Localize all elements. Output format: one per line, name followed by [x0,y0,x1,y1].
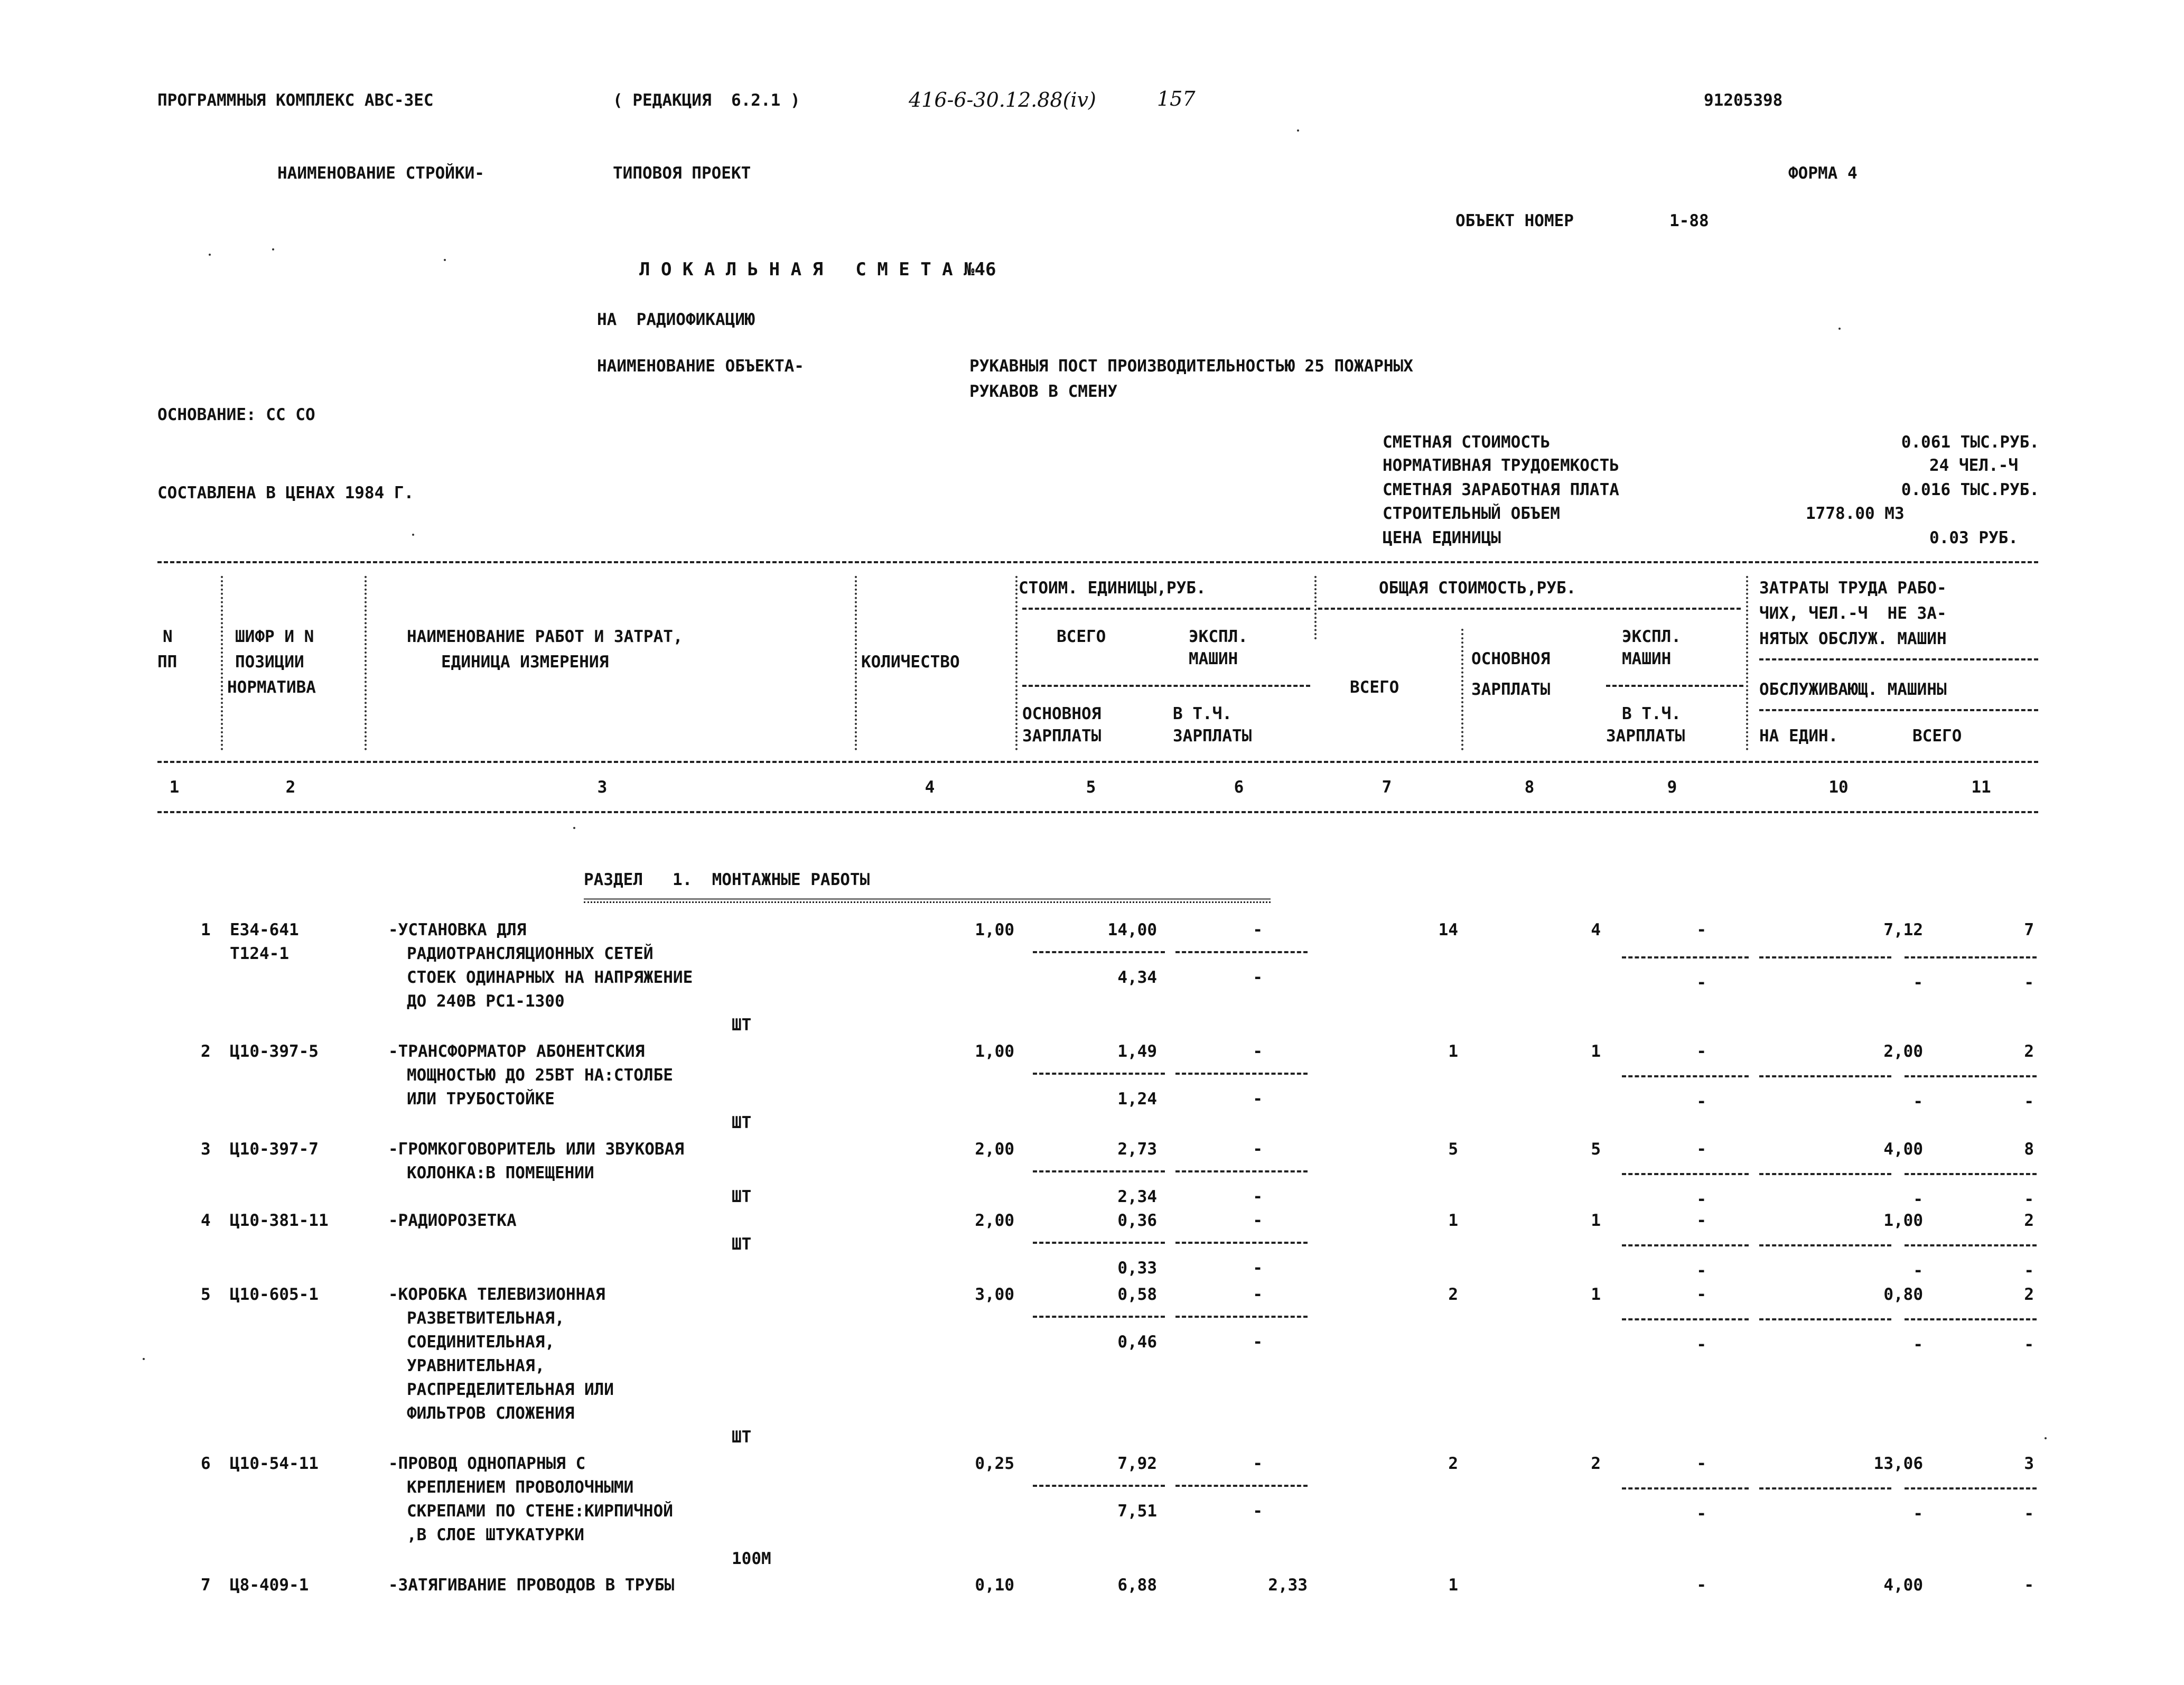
col-number: 11 [1971,778,1991,797]
row-unit: ШТ [732,1428,752,1447]
row-number: 3 [201,1140,211,1159]
object-name-line2: РУКАВОВ В СМЕНУ [969,382,1117,401]
row-total-incl: - [1696,1504,1706,1523]
row-name: ДО 240В РС1-1300 [407,992,565,1011]
row-labor-unit: 0,80 [1883,1285,1923,1304]
header-total-incl: ЗАРПЛАТЫ [1606,727,1685,746]
row-total: 1 [1448,1211,1458,1230]
row-total-incl: - [1696,1190,1706,1209]
row-labor-total-b: - [2024,1261,2034,1280]
header-qty: КОЛИЧЕСТВО [861,653,960,672]
cell-rule [1175,951,1308,953]
col-separator [1314,576,1317,639]
row-qty: 3,00 [975,1285,1014,1304]
scan-speck [573,827,575,829]
row-qty: 1,00 [975,920,1014,939]
row-qty: 1,00 [975,1042,1014,1061]
header-unit-wage: ОСНОВНОЯ [1022,704,1102,723]
row-labor-total-b: - [2024,1092,2034,1111]
summary-label: СТРОИТЕЛЬНЫЙ ОБЪЕМ [1383,504,1560,523]
cell-rule [1759,1244,1891,1246]
document-title: Л О К А Л Ь Н А Я С М Е Т А №46 [639,259,996,280]
scan-speck [272,248,274,250]
object-label: НАИМЕНОВАНИЕ ОБЪЕКТА- [597,357,804,376]
row-name: ,В СЛОЕ ШТУКАТУРКИ [407,1525,584,1544]
row-qty: 2,00 [975,1140,1014,1159]
row-labor-total: - [2024,1576,2034,1595]
header-bottom-rule [157,811,2038,813]
row-unit-total: 6,88 [1117,1576,1157,1595]
row-qty: 2,00 [975,1211,1014,1230]
cell-rule [1759,1487,1891,1489]
header-unit-cost: СТОИМ. ЕДИНИЦЫ,РУБ. [1019,579,1206,598]
header-unit-incl: ЗАРПЛАТЫ [1173,727,1252,746]
row-labor-total-b: - [2024,1504,2034,1523]
summary-value: 0.03 РУБ. [1929,528,2018,547]
row-labor-unit: 7,12 [1883,920,1923,939]
row-name: СОЕДИНИТЕЛЬНАЯ, [407,1333,555,1352]
header-labor-total: ВСЕГО [1912,727,1962,746]
row-name: СКРЕПАМИ ПО СТЕНЕ:КИРПИЧНОЙ [407,1502,673,1521]
col-number: 1 [169,778,180,797]
row-name: -ГРОМКОГОВОРИТЕЛЬ ИЛИ ЗВУКОВАЯ [388,1140,684,1159]
row-name: -ЗАТЯГИВАНИЕ ПРОВОДОВ В ТРУБЫ [388,1576,675,1595]
row-labor-total-b: - [2024,973,2034,992]
row-unit-total: 14,00 [1107,920,1157,939]
row-unit-mach: - [1253,1285,1263,1304]
object-name-line1: РУКАВНЫЯ ПОСТ ПРОИЗВОДИТЕЛЬНОСТЬЮ 25 ПОЖАРНЫХ [969,357,1413,376]
header-unit-total: ВСЕГО [1057,627,1106,646]
construction-value: ТИПОВОЯ ПРОЕКТ [613,164,751,183]
summary-label: СМЕТНАЯ ЗАРАБОТНАЯ ПЛАТА [1383,480,1619,499]
row-total-incl: - [1696,973,1706,992]
row-unit-wage: 0,46 [1117,1333,1157,1352]
row-labor-total-b: - [2024,1335,2034,1354]
section-title: РАЗДЕЛ 1. МОНТАЖНЫЕ РАБОТЫ [584,870,870,889]
col-separator [365,576,367,750]
row-total-wage: 1 [1591,1285,1601,1304]
row-total: 2 [1448,1285,1458,1304]
cell-rule [1759,1173,1891,1175]
header-total-mach: МАШИН [1622,649,1672,668]
row-labor-total: 2 [2024,1042,2034,1061]
subheader-rule [1022,608,1310,610]
cell-rule [1033,1073,1165,1075]
row-code: Ц8-409-1 [230,1576,309,1595]
row-name: КРЕПЛЕНИЕМ ПРОВОЛОЧНЫМИ [407,1478,634,1497]
cell-rule [1033,1170,1165,1172]
program-name: ПРОГРАММНЫЯ КОМПЛЕКС АВС-ЗЕС [157,91,434,110]
cell-rule [1622,1487,1749,1489]
row-labor-unit-b: - [1913,1261,1923,1280]
row-unit-mach: - [1253,920,1263,939]
summary-label: НОРМАТИВНАЯ ТРУДОЕМКОСТЬ [1383,456,1619,475]
cell-rule [1033,1316,1165,1318]
header-labor: ЧИХ, ЧЕЛ.-Ч НЕ ЗА- [1759,604,1947,623]
scan-speck [2045,1437,2047,1439]
col-number: 10 [1828,778,1849,797]
header-total-wage: ЗАРПЛАТЫ [1471,680,1551,699]
row-labor-total: 7 [2024,920,2034,939]
doc-number: 91205398 [1704,91,1783,110]
row-unit-incl: - [1253,1502,1263,1521]
row-labor-total: 2 [2024,1211,2034,1230]
row-labor-unit: 2,00 [1883,1042,1923,1061]
row-total-incl: - [1696,1092,1706,1111]
col-number: 6 [1234,778,1244,797]
summary-value: 1778.00 М3 [1806,504,1905,523]
row-unit-total: 7,92 [1117,1454,1157,1473]
subheader-rule [1318,608,1741,610]
row-unit-wage: 7,51 [1117,1502,1157,1521]
col-number: 9 [1667,778,1677,797]
header-total-wage: ОСНОВНОЯ [1471,649,1551,668]
row-unit-wage: 1,24 [1117,1090,1157,1109]
row-qty: 0,10 [975,1576,1014,1595]
row-labor-total: 2 [2024,1285,2034,1304]
row-number: 2 [201,1042,211,1061]
row-code: Т124-1 [230,944,289,963]
row-labor-total: 3 [2024,1454,2034,1473]
summary-value: 0.016 ТЫС.РУБ. [1901,480,2039,499]
row-name: МОЩНОСТЬЮ ДО 25ВТ НА:СТОЛБЕ [407,1066,673,1085]
row-unit-incl: - [1253,1090,1263,1109]
row-total-mach: - [1696,920,1706,939]
row-labor-unit: 4,00 [1883,1576,1923,1595]
row-name: РАДИОТРАНСЛЯЦИОННЫХ СЕТЕЙ [407,944,654,963]
header-unit-wage: ЗАРПЛАТЫ [1022,727,1102,746]
cell-rule [1622,1075,1749,1077]
row-labor-unit-b: - [1913,1092,1923,1111]
row-total: 5 [1448,1140,1458,1159]
cell-rule [1622,1173,1749,1175]
col-separator [1015,576,1018,750]
header-total-all: ВСЕГО [1350,678,1399,697]
row-unit-incl: - [1253,968,1263,987]
row-name: -КОРОБКА ТЕЛЕВИЗИОННАЯ [388,1285,605,1304]
header-unit-mach: МАШИН [1189,649,1238,668]
row-code: Е34-641 [230,920,299,939]
row-unit-wage: 0,33 [1117,1259,1157,1278]
row-total-mach: - [1696,1454,1706,1473]
summary-value: 24 ЧЕЛ.-Ч [1929,456,2018,475]
col-number: 5 [1086,778,1096,797]
cell-rule [1033,951,1165,953]
row-total: 1 [1448,1042,1458,1061]
summary-value: 0.061 ТЫС.РУБ. [1901,433,2039,452]
cell-rule [1175,1485,1308,1487]
row-name: РАСПРЕДЕЛИТЕЛЬНАЯ ИЛИ [407,1380,614,1399]
row-unit-incl: - [1253,1333,1263,1352]
header-total-mach: ЭКСПЛ. [1622,627,1681,646]
row-name: ИЛИ ТРУБОСТОЙКЕ [407,1090,555,1109]
cell-rule [1905,1318,2037,1320]
header-labor: ЗАТРАТЫ ТРУДА РАБО- [1759,579,1947,598]
row-number: 6 [201,1454,211,1473]
cell-rule [1759,1318,1891,1320]
row-total: 14 [1438,920,1458,939]
row-unit-mach: 2,33 [1268,1576,1308,1595]
row-unit-incl: - [1253,1259,1263,1278]
cell-rule [1759,1075,1891,1077]
row-unit: 100М [732,1549,771,1568]
col-separator [1746,576,1748,750]
prices-basis: СОСТАВЛЕНА В ЦЕНАХ 1984 Г. [157,483,414,502]
row-unit-mach: - [1253,1042,1263,1061]
header-code: ШИФР И N [235,627,314,646]
row-labor-unit-b: - [1913,1504,1923,1523]
row-total-mach: - [1696,1211,1706,1230]
row-name: КОЛОНКА:В ПОМЕЩЕНИИ [407,1163,594,1183]
subheader-rule [1759,709,2038,711]
header-code: НОРМАТИВА [227,678,316,697]
row-total-wage: 1 [1591,1042,1601,1061]
row-total-mach: - [1696,1285,1706,1304]
cell-rule [1175,1242,1308,1244]
row-total-wage: 1 [1591,1211,1601,1230]
row-unit-incl: - [1253,1187,1263,1206]
row-unit-mach: - [1253,1454,1263,1473]
row-total-wage: 5 [1591,1140,1601,1159]
object-number-label: ОБЪЕКТ НОМЕР [1455,211,1574,230]
row-name: РАЗВЕТВИТЕЛЬНАЯ, [407,1309,565,1328]
header-total-cost: ОБЩАЯ СТОИМОСТЬ,РУБ. [1379,579,1576,598]
cell-rule [1033,1242,1165,1244]
header-name: НАИМЕНОВАНИЕ РАБОТ И ЗАТРАТ, [407,627,683,646]
cell-rule [1175,1316,1308,1318]
subheader-rule [1759,658,2038,660]
row-unit-total: 1,49 [1117,1042,1157,1061]
col-separator [855,576,857,750]
scan-speck [1838,328,1841,330]
form-label: ФОРМА 4 [1788,164,1858,183]
row-name: СТОЕК ОДИНАРНЫХ НА НАПРЯЖЕНИЕ [407,968,693,987]
row-unit-wage: 4,34 [1117,968,1157,987]
summary-label: СМЕТНАЯ СТОИМОСТЬ [1383,433,1551,452]
cell-rule [1905,956,2037,958]
col-number: 2 [285,778,296,797]
header-n: N [163,627,173,646]
cell-rule [1175,1170,1308,1172]
row-labor-unit-b: - [1913,1190,1923,1209]
scan-speck [444,259,446,261]
row-name: -ТРАНСФОРМАТОР АБОНЕНТСКИЯ [388,1042,645,1061]
row-total-mach: - [1696,1042,1706,1061]
header-code: ПОЗИЦИИ [235,653,304,672]
cell-rule [1905,1075,2037,1077]
row-code: Ц10-54-11 [230,1454,319,1473]
basis: ОСНОВАНИЕ: СС СО [157,405,315,424]
row-unit-wage: 2,34 [1117,1187,1157,1206]
scan-speck [209,254,211,256]
row-name: -РАДИОРОЗЕТКА [388,1211,517,1230]
row-number: 7 [201,1576,211,1595]
row-code: Ц10-397-7 [230,1140,319,1159]
row-labor-total: 8 [2024,1140,2034,1159]
cell-rule [1759,956,1891,958]
row-unit: ШТ [732,1187,752,1206]
title-on: НА РАДИОФИКАЦИЮ [597,310,755,329]
col-number: 4 [925,778,935,797]
header-name: ЕДИНИЦА ИЗМЕРЕНИЯ [441,653,609,672]
edition: ( РЕДАКЦИЯ 6.2.1 ) [613,91,800,110]
subheader-rule [1022,685,1310,687]
header-unit-incl: В Т.Ч. [1173,704,1232,723]
col-number: 7 [1382,778,1392,797]
row-total-wage: 2 [1591,1454,1601,1473]
scan-speck [412,534,414,536]
row-total: 2 [1448,1454,1458,1473]
row-labor-unit: 4,00 [1883,1140,1923,1159]
row-total-wage: 4 [1591,920,1601,939]
row-unit-total: 0,58 [1117,1285,1157,1304]
header-n: ПП [157,653,178,672]
row-unit: ШТ [732,1235,752,1254]
header-total-incl: В Т.Ч. [1622,704,1681,723]
header-mid-rule [157,761,2038,763]
header-labor-unit: НА ЕДИН. [1759,727,1838,746]
col-number: 3 [597,778,608,797]
row-labor-unit-b: - [1913,1335,1923,1354]
object-number-value: 1-88 [1669,211,1709,230]
row-unit-total: 0,36 [1117,1211,1157,1230]
scan-speck [1297,129,1299,132]
row-labor-total-b: - [2024,1190,2034,1209]
row-unit: ШТ [732,1016,752,1035]
row-unit: ШТ [732,1113,752,1132]
row-unit-mach: - [1253,1211,1263,1230]
row-total-incl: - [1696,1335,1706,1354]
cell-rule [1905,1487,2037,1489]
row-name: УРАВНИТЕЛЬНАЯ, [407,1356,545,1375]
row-code: Ц10-397-5 [230,1042,319,1061]
row-number: 5 [201,1285,211,1304]
cell-rule [1622,1244,1749,1246]
cell-rule [1175,1073,1308,1075]
header-unit-mach: ЭКСПЛ. [1189,627,1248,646]
col-separator [1461,629,1463,750]
header-top-rule [157,561,2038,563]
page-number: 157 [1157,87,1196,110]
row-code: Ц10-381-11 [230,1211,329,1230]
row-labor-unit: 1,00 [1883,1211,1923,1230]
cell-rule [1622,956,1749,958]
cell-rule [1622,1318,1749,1320]
section-underline [584,898,1271,903]
row-total-incl: - [1696,1261,1706,1280]
summary-label: ЦЕНА ЕДИНИЦЫ [1383,528,1501,547]
row-name: ФИЛЬТРОВ СЛОЖЕНИЯ [407,1404,575,1423]
subheader-rule [1606,685,1743,687]
row-qty: 0,25 [975,1454,1014,1473]
col-number: 8 [1524,778,1535,797]
col-separator [221,576,223,750]
row-unit-total: 2,73 [1117,1140,1157,1159]
construction-label: НАИМЕНОВАНИЕ СТРОЙКИ- [277,164,484,183]
header-labor: НЯТЫХ ОБСЛУЖ. МАШИН [1759,629,1947,648]
row-unit-mach: - [1253,1140,1263,1159]
header-labor-sub: ОБСЛУЖИВАЮЩ. МАШИНЫ [1759,680,1947,699]
cell-rule [1905,1244,2037,1246]
row-number: 1 [201,920,211,939]
scan-speck [143,1358,145,1360]
row-total-mach: - [1696,1576,1706,1595]
row-total-mach: - [1696,1140,1706,1159]
row-name: -УСТАНОВКА ДЛЯ [388,920,527,939]
row-labor-unit: 13,06 [1873,1454,1923,1473]
row-name: -ПРОВОД ОДНОПАРНЫЯ С [388,1454,586,1473]
cell-rule [1033,1485,1165,1487]
handwritten-code: 416-6-30.12.88(iv) [909,88,1096,111]
cell-rule [1905,1173,2037,1175]
row-total: 1 [1448,1576,1458,1595]
row-number: 4 [201,1211,211,1230]
row-labor-unit-b: - [1913,973,1923,992]
row-code: Ц10-605-1 [230,1285,319,1304]
